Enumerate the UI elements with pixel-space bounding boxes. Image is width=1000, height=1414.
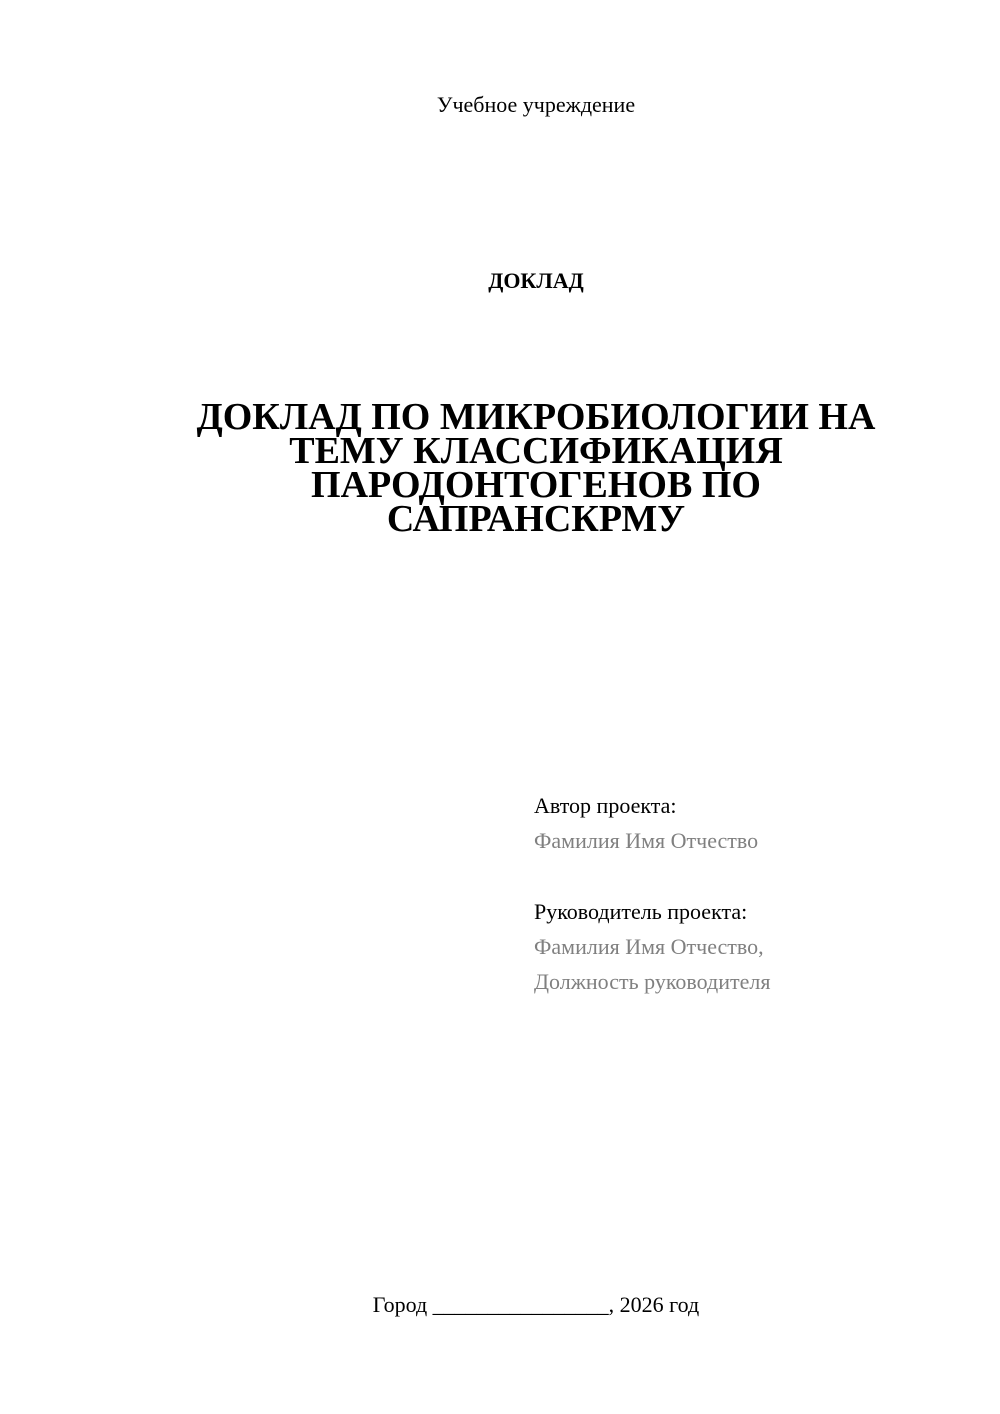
- supervisor-label: Руководитель проекта:: [534, 899, 748, 924]
- city-year-line: Город ________________, 2026 год: [372, 1292, 700, 1317]
- author-name: Фамилия Имя Отчество: [534, 828, 759, 853]
- spacer: [534, 858, 954, 894]
- document-type: ДОКЛАД: [488, 268, 584, 293]
- supervisor-name: Фамилия Имя Отчество,: [534, 934, 764, 959]
- document-title: ДОКЛАД ПО МИКРОБИОЛОГИИ НА ТЕМУ КЛАССИФИКАЦИЯ ПАРОДОНТОГЕНОВ ПО САПРАНСКРМУ: [196, 396, 876, 540]
- institution-name: Учебное учреждение: [436, 92, 636, 117]
- supervisor-position: Должность руководителя: [534, 969, 771, 994]
- authors-block: [534, 788, 954, 999]
- author-label: Автор проекта:: [534, 793, 677, 818]
